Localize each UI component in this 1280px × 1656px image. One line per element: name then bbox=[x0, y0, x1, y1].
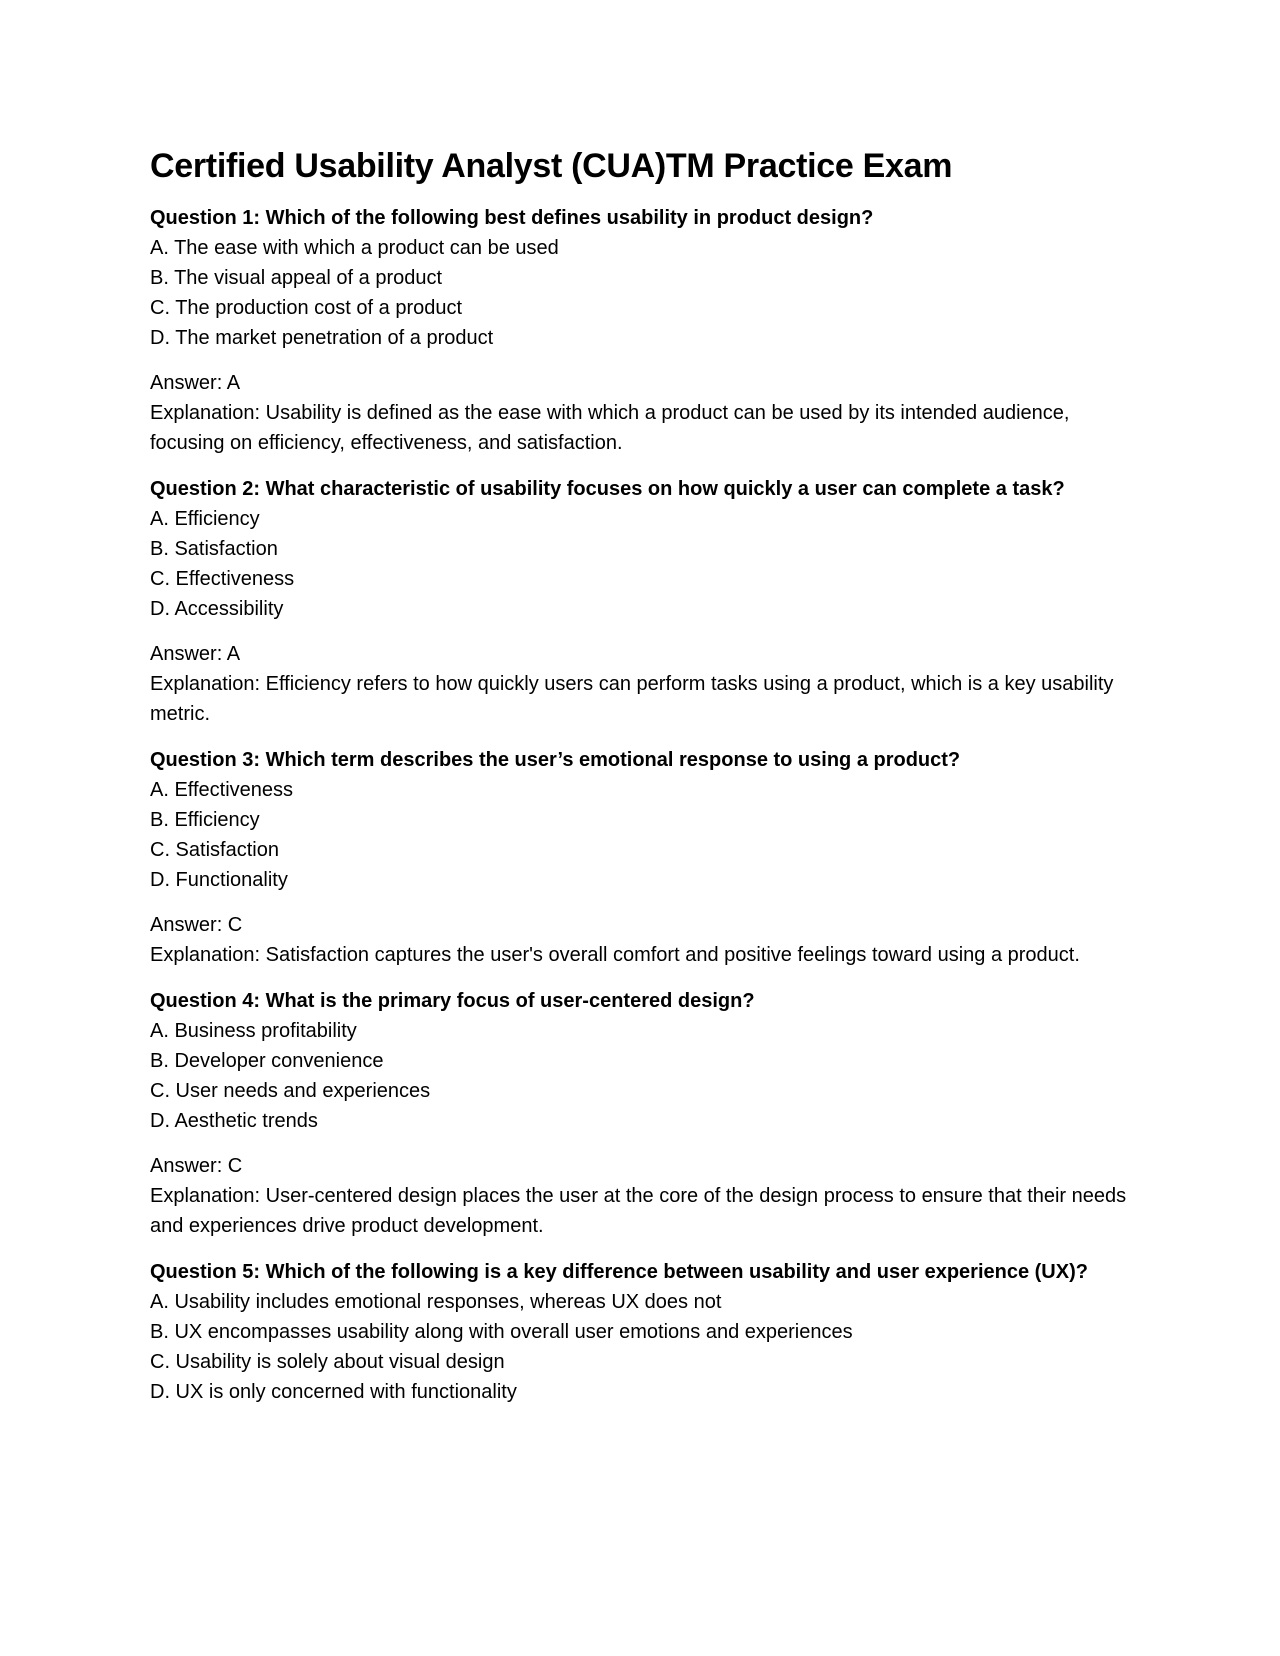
option-d: D. UX is only concerned with functionality bbox=[150, 1380, 517, 1403]
option-a: A. Effectiveness bbox=[150, 778, 294, 801]
option-a: A. The ease with which a product can be used bbox=[150, 236, 559, 259]
question-text: Question 3: Which term describes the user’s emotional response to using a product? bbox=[150, 748, 961, 771]
option-d: D. Accessibility bbox=[150, 597, 284, 620]
option-b: B. Developer convenience bbox=[150, 1049, 384, 1072]
question-block-4 bbox=[150, 986, 1130, 1241]
explanation-text: Explanation: Satisfaction captures the user's overall comfort and positive feelings toward using a product. bbox=[150, 943, 1080, 966]
question-block-1 bbox=[150, 203, 1130, 458]
option-d: D. Functionality bbox=[150, 868, 288, 891]
option-a: A. Business profitability bbox=[150, 1019, 357, 1042]
answer-text: Answer: A bbox=[150, 371, 241, 394]
question-block-3 bbox=[150, 745, 1130, 970]
option-c: C. Satisfaction bbox=[150, 838, 279, 861]
option-b: B. Efficiency bbox=[150, 808, 260, 831]
option-b: B. Satisfaction bbox=[150, 537, 278, 560]
question-block-2 bbox=[150, 474, 1130, 729]
question-block-5 bbox=[150, 1257, 1130, 1407]
option-c: C. Effectiveness bbox=[150, 567, 295, 590]
answer-text: Answer: A bbox=[150, 642, 241, 665]
option-b: B. The visual appeal of a product bbox=[150, 266, 443, 289]
option-d: D. The market penetration of a product bbox=[150, 326, 494, 349]
question-text: Question 4: What is the primary focus of user-centered design? bbox=[150, 989, 755, 1012]
option-a: A. Efficiency bbox=[150, 507, 260, 530]
question-text: Question 5: Which of the following is a key difference between usability and user experience (UX)? bbox=[150, 1260, 1088, 1283]
explanation-text: Explanation: Usability is defined as the ease with which a product can be used by its intended audience, focusing on efficiency, effectiveness, and satisfaction. bbox=[150, 401, 1070, 454]
question-text: Question 2: What characteristic of usability focuses on how quickly a user can complete a task? bbox=[150, 477, 1065, 500]
option-a: A. Usability includes emotional responses, whereas UX does not bbox=[150, 1290, 722, 1313]
option-b: B. UX encompasses usability along with overall user emotions and experiences bbox=[150, 1320, 853, 1343]
option-d: D. Aesthetic trends bbox=[150, 1109, 318, 1132]
answer-text: Answer: C bbox=[150, 1154, 243, 1177]
option-c: C. Usability is solely about visual design bbox=[150, 1350, 505, 1373]
document-page bbox=[150, 146, 1130, 1407]
explanation-text: Explanation: Efficiency refers to how quickly users can perform tasks using a product, which is a key usability metric. bbox=[150, 672, 1114, 725]
option-c: C. The production cost of a product bbox=[150, 296, 463, 319]
option-c: C. User needs and experiences bbox=[150, 1079, 431, 1102]
answer-text: Answer: C bbox=[150, 913, 243, 936]
explanation-text: Explanation: User-centered design places the user at the core of the design process to ensure that their needs and experiences drive product development. bbox=[150, 1184, 1127, 1237]
page-title: Certified Usability Analyst (CUA)TM Practice Exam bbox=[150, 147, 953, 185]
question-text: Question 1: Which of the following best defines usability in product design? bbox=[150, 206, 874, 229]
